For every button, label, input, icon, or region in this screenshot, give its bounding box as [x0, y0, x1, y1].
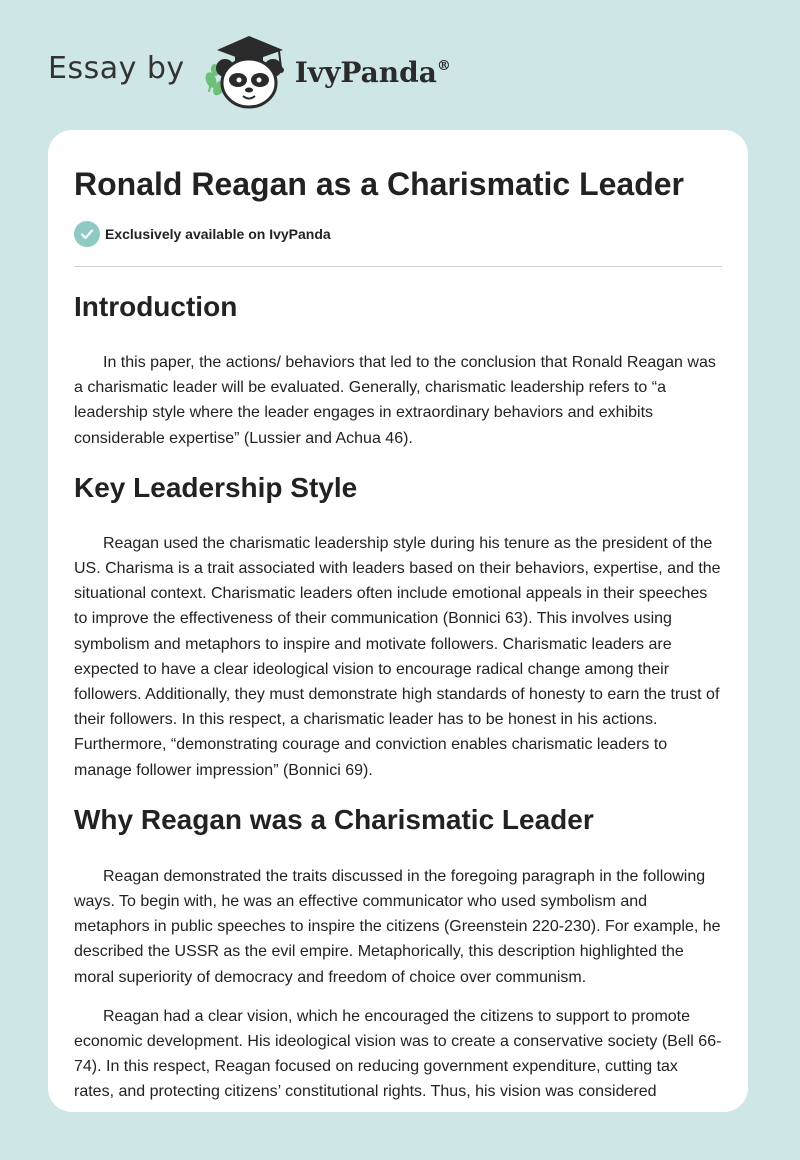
essay-card: [48, 130, 748, 1112]
section-heading-why-charismatic: Why Reagan was a Charismatic Leader: [74, 803, 594, 835]
exclusive-badge: [74, 220, 722, 248]
panda-graduate-icon: [199, 30, 291, 110]
page-title: Ronald Reagan as a Charismatic Leader: [74, 166, 684, 202]
paragraph: In this paper, the actions/ behaviors that led to the conclusion that Ronald Reagan was a charismatic leader will be evaluated. Generally, charismatic leadership refers to “a leadership style where the leader engages in extraordinary behaviors and exhibits considerable expertise” (Lussier and Achua 46).: [74, 354, 716, 447]
site-header: [48, 30, 451, 110]
brand-name: IvyPanda®: [294, 55, 451, 89]
badge-text: Exclusively available on IvyPanda: [105, 226, 331, 242]
paragraph: Reagan demonstrated the traits discussed in the foregoing paragraph in the following ways. To begin with, he was an effective communicator who used symbolism and metaphors in public speeches to inspire the citizens (Greenstein 220-230). For example, he described the USSR as the evil empire. Metaphorically, this description highlighted the moral superiority of democracy and freedom of choice over communism.: [74, 867, 721, 986]
essay-by-label: Essay by: [48, 50, 185, 86]
paragraph: Reagan had a clear vision, which he encouraged the citizens to support to promote economic development. His ideological vision was to create a conservative society (Bell 66-74). In this respect, Reagan focused on reducing government expenditure, cutting tax rates, and protecting citizens’ constitutional rights. Thus, his vision was considered: [74, 1007, 722, 1101]
section-heading-key-leadership-style: Key Leadership Style: [74, 471, 358, 503]
paragraph: Reagan used the charismatic leadership style during his tenure as the president of the US. Charisma is a trait associated with leaders based on their behaviors, expertise, and the situational context. Charismatic leaders often include emotional appeals in their speeches to improve the effectiveness of their communication (Bonnici 63). This involves using symbolism and metaphors to inspire and motivate followers. Charismatic leaders are expected to have a clear ideological vision to encourage radical change among their followers. Additionally, they must demonstrate high standards of honesty to earn the trust of their followers. In this respect, a charismatic leader has to be honest in his actions. Furthermore, “demonstrating courage and conviction enables charismatic leaders to manage follower impression” (Bonnici 69).: [74, 534, 721, 779]
section-heading-introduction: Introduction: [74, 291, 238, 322]
divider: [74, 266, 722, 267]
check-icon: [74, 221, 100, 247]
